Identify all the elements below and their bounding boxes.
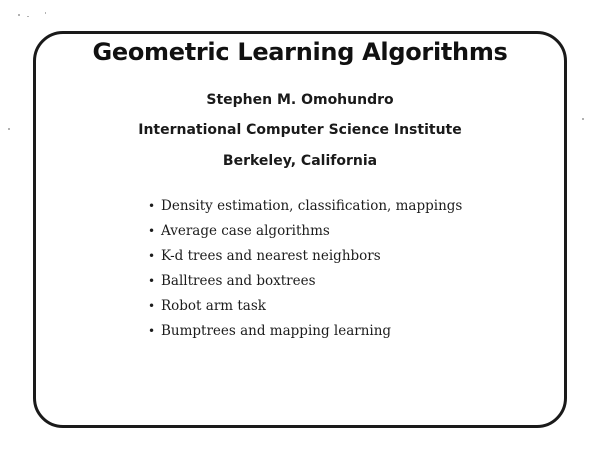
bullet-item: [148, 221, 462, 246]
bullet-item: [148, 296, 462, 321]
bullet-icon: •: [148, 324, 156, 338]
bullet-text: Bumptrees and mapping learning: [161, 323, 392, 339]
affiliation: International Computer Science Institute: [138, 122, 462, 138]
bullet-text: K-d trees and nearest neighbors: [161, 248, 381, 264]
scan-speck: [582, 118, 584, 120]
bullet-item: [148, 321, 462, 346]
bullet-list: [148, 196, 462, 346]
location: Berkeley, California: [222, 153, 378, 169]
bullet-item: [148, 246, 462, 271]
bullet-text: Density estimation, classification, mappings: [161, 198, 463, 214]
author-name: Stephen M. Omohundro: [206, 92, 394, 108]
scan-speck: [18, 14, 20, 16]
bullet-icon: •: [148, 299, 156, 313]
bullet-item: [148, 196, 462, 221]
bullet-text: Robot arm task: [161, 298, 266, 314]
bullet-text: Average case algorithms: [161, 223, 330, 239]
bullet-icon: •: [148, 199, 156, 213]
scan-speck: [27, 16, 29, 17]
bullet-item: [148, 271, 462, 296]
bullet-icon: •: [148, 249, 156, 263]
bullet-text: Balltrees and boxtrees: [161, 273, 316, 289]
bullet-icon: •: [148, 224, 156, 238]
slide-title: Geometric Learning Algorithms: [92, 38, 508, 66]
scan-speck: [45, 12, 46, 14]
bullet-icon: •: [148, 274, 156, 288]
